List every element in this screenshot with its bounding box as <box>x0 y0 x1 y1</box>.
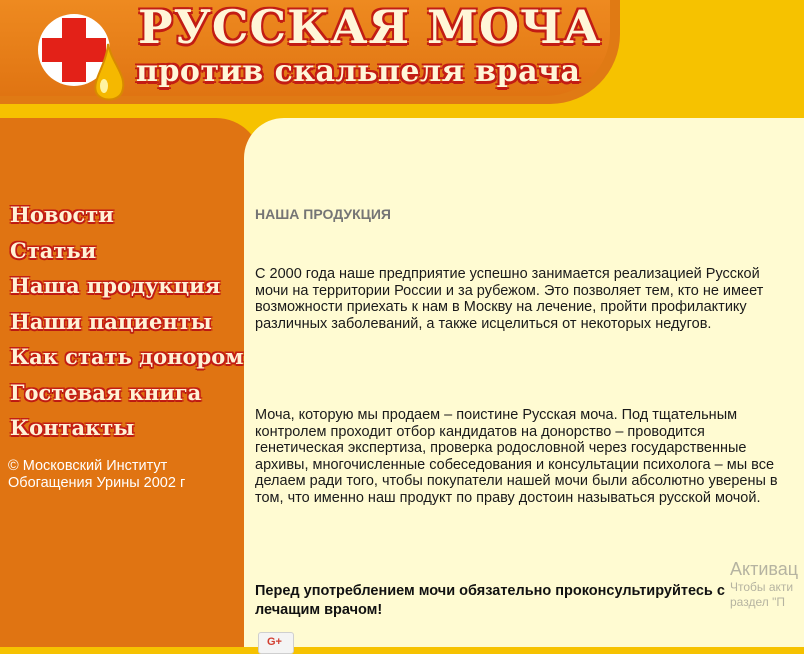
nav-item-news[interactable]: Новости <box>10 202 114 227</box>
google-plus-share-button[interactable]: G+ <box>258 632 294 654</box>
copyright-line-1: © Московский Институт <box>8 458 168 474</box>
nav-item-products[interactable]: Наша продукция <box>10 273 221 298</box>
activation-title: Активац <box>730 559 799 579</box>
content-paragraph-2: Моча, которую мы продаем – поистине Русская моча. Под тщательным контролем проходит отбор кандидатов на донорство – проводится генетическая экспертиза, проверка родословной через государственные архивы, многочисленные собеседования и консультации психолога – мы все делаем ради того, чтобы покупатели нашей мочи были абсолютно уверены в том, что именно наш продукт по праву достоин называться русской мочой. <box>255 407 778 506</box>
sidebar <box>0 118 262 647</box>
windows-activation-watermark <box>730 558 804 610</box>
activation-line-1: Чтобы акти <box>730 580 794 594</box>
activation-line-2: раздел "П <box>730 595 785 609</box>
copyright <box>8 458 248 492</box>
site-title: РУССКАЯ МОЧА <box>138 0 602 54</box>
nav-item-become-donor[interactable]: Как стать донором <box>10 344 244 369</box>
main-content <box>244 118 804 647</box>
red-cross-drop-icon <box>34 10 130 106</box>
warning-text: Перед употреблением мочи обязательно проконсультируйтесь с лечащим врачом! <box>255 583 725 618</box>
main-nav <box>10 200 243 449</box>
content-paragraph-1: С 2000 года наше предприятие успешно занимается реализацией Русской мочи на территории России и за рубежом. Это позволяет тем, кто не имеет возможности приехать к нам в Москву на лечение, пройти профилактику различных заболеваний, а также исцелиться от некоторых недугов. <box>255 266 764 332</box>
nav-item-contacts[interactable]: Контакты <box>10 415 135 440</box>
copyright-line-2: Обогащения Урины 2002 г <box>8 475 186 491</box>
nav-item-articles[interactable]: Статьи <box>10 237 97 263</box>
page-title: НАША ПРОДУКЦИЯ <box>255 206 391 222</box>
nav-item-guestbook[interactable]: Гостевая книга <box>10 379 202 405</box>
site-subtitle: против скальпеля врача <box>136 54 581 89</box>
nav-item-patients[interactable]: Наши пациенты <box>10 308 212 334</box>
site-header <box>0 0 804 120</box>
